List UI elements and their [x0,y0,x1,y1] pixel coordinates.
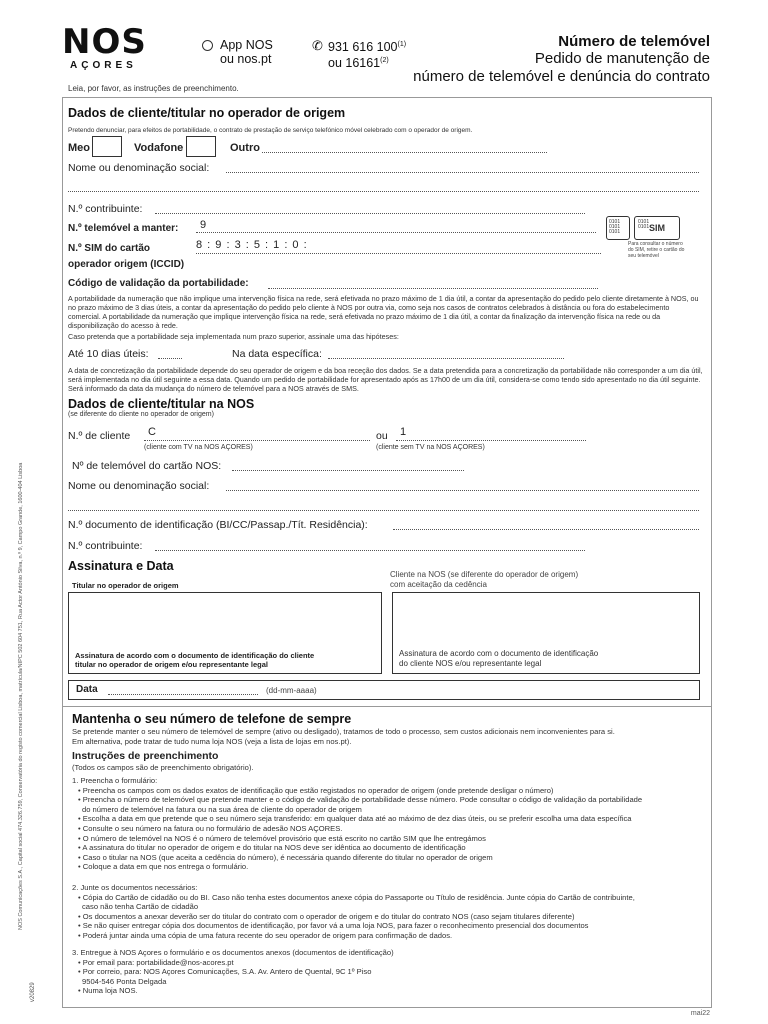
phone-number-2: ou 16161 [328,56,381,71]
step-1-item: do número de telemóvel na fatura ou na sua área de cliente do operador de origem [82,804,362,814]
phone-number-1: 931 616 100 [328,40,398,55]
step-3-title: 3. Entregue à NOS Açores o formulário e os documentos anexos (documentos de identificação) [72,948,394,957]
portability-text-1: A portabilidade da numeração que não implique uma intervenção física na rede, será efetivada no prazo máximo de 1 dia útil, a contar da apresentação do pedido pelo cliente diretamente à NOS, ou no prazo máximo de 3 dias úteis, a contar da apresentação do pedido pelo cliente à NOS por outra via, como seja nos casos de contratos celebrados à distância ou fora do estabelecimento comercial. A portabilidade da numeração que implique intervenção física na rede, será efetivada no prazo máximo de 1 dia útil, a contar da finalização da intervenção física na rede ou da disponibilização do acesso à rede. [68,294,699,330]
date-format-hint: (dd-mm-aaaa) [266,686,317,695]
phone-footnote-2: (2) [380,57,389,65]
sim-card-icon: 0101 0101 0101 [606,216,630,240]
signature-right-caption-1: Assinatura de acordo com o documento de identificação [399,649,599,658]
step-1-item: • Preencha o número de telemóvel que pretende manter e o código de validação de portabilidade desse número. Pode consultar o código de validação da portabilidade [78,795,643,805]
instructions-step-2 [72,883,702,941]
form-subtitle-2: número de telemóvel e denúncia do contrato [413,68,710,85]
phone-footnote-1: (1) [397,41,407,48]
date-label: Data [76,684,98,695]
signature-right-title-1: Cliente na NOS (se diferente do operador de origem) [390,570,579,579]
signature-left-caption-2: titular no operador de origem e/ou representante legal [75,660,268,669]
signature-right-caption-2: do cliente NOS e/ou representante legal [399,659,542,668]
nos-logo [62,22,147,71]
nos-name-field[interactable] [226,480,699,491]
sim-prefix: 8 : 9 : 3 : 5 : 1 : 0 : [196,239,308,251]
keep-number-line-2: Em alternativa, pode tratar de tudo numa loja NOS (veja a lista de lojas em nos.pt). [72,737,352,746]
signature-right-title-2: com aceitação da cedência [390,580,487,589]
client-prefix-c: C [148,426,156,438]
signature-heading: Assinatura e Data [68,559,174,573]
step-1-item: • O número de telemóvel na NOS é o número de telemóvel provisório que está escrito no cartão SIM que lhe entregámos [78,833,486,843]
instructions-subheading: (Todos os campos são de preenchimento obrigatório). [72,763,254,772]
portability-text-2: Caso pretenda que a portabilidade seja implementada num prazo superior, assinale uma das hipóteses: [68,332,399,341]
operator-outro-field[interactable] [262,142,547,153]
step-3-item: • Numa loja NOS. [78,986,138,996]
option-10days-label: Até 10 dias úteis: [68,348,149,360]
signature-left-caption [75,651,314,669]
form-subtitle-1: Pedido de manutenção de [534,50,710,67]
origin-name-field[interactable] [226,162,699,173]
sim-label: N.º SIM do cartão [68,243,150,254]
client-tv-note: (cliente com TV na NOS AÇORES) [144,444,253,451]
origin-nif-label: N.º contribuinte: [68,203,143,215]
origin-name-label: Nome ou denominação social: [68,162,210,174]
sim-iccid-field[interactable] [196,243,601,254]
step-1-item: • Caso o titular na NOS (que aceita a cedência do número), é necessária quando diferente do titular no operador de origem [78,852,493,862]
nos-client-subheading: (se diferente do cliente no operador de origem) [68,411,214,418]
date-field[interactable] [108,684,258,695]
portability-text-3: A data de concretização da portabilidade depende do seu operador de origem e da boa receção dos dados. Se a data pretendida para a concretização da portabilidade não corresponder a um dia útil, será implementada no dia útil seguinte a essa data. Quando um pedido de portabilidade for apresentado após as 17h00 de um dia útil, considera-se como tendo sido apresentado no dia útil seguinte. Será informado da data da mudança do número de telemóvel para a NOS através de SMS. [68,366,703,393]
nos-phone-field[interactable] [232,460,464,471]
signature-right-title [390,570,578,590]
sim-help-note: Para consultar o número do SIM, retire o cartão do seu telemóvel [628,241,685,259]
keep-number-prefix: 9 [200,219,207,231]
form-title: Número de telemóvel [558,33,710,50]
origin-nif-field[interactable] [155,203,585,214]
signature-box-nos[interactable] [392,592,700,674]
origin-name-field-2[interactable] [68,181,699,192]
nos-name-field-2[interactable] [68,500,699,511]
signature-right-caption [399,649,598,669]
logo-subtitle: AÇORES [70,60,137,71]
form-version: v20829 [30,982,36,1002]
instructions-step-3 [72,948,702,996]
step-1-item: • Escolha a data em que pretende que o seu número seja transferido: em qualquer data até ao máximo de dez dias úteis, ou se preferir escolha uma data específica [78,814,632,824]
option-10days-field[interactable] [158,348,182,359]
nos-client-heading: Dados de cliente/titular na NOS [68,397,255,411]
client-number-notv-field[interactable] [396,430,586,441]
client-number-tv-field[interactable] [144,430,370,441]
client-notv-note: (cliente sem TV na NOS AÇORES) [376,444,485,451]
step-2-title: 2. Junte os documentos necessários: [72,883,198,892]
date-code: mai22 [690,1010,710,1017]
signature-left-title: Titular no operador de origem [72,581,179,590]
form-title-block [370,33,710,86]
client-prefix-1: 1 [400,426,407,438]
step-1-item: • Coloque a data em que nos entrega o formulário. [78,862,249,872]
operator-vodafone-label: Vodafone [134,142,184,154]
keep-number-field[interactable] [196,222,596,233]
validation-code-label: Código de validação da portabilidade: [68,278,249,289]
instructions-step-1 [72,776,702,872]
step-3-item: • Por correio, para: NOS Açores Comunicações, S.A. Av. Antero de Quental, 9C 1º Piso [78,967,372,977]
origin-heading: Dados de cliente/titular no operador de origem [68,106,346,120]
signature-box-origin[interactable] [68,592,382,674]
keep-number-label: N.º telemóvel a manter: [68,223,179,234]
instructions-heading: Instruções de preenchimento [72,750,219,762]
iccid-label: operador origem (ICCID) [68,259,185,270]
nos-nif-label: N.º contribuinte: [68,540,143,552]
operator-vodafone-checkbox[interactable] [186,136,216,157]
client-number-label: N.º de cliente [68,430,131,442]
step-2-item: • Cópia do Cartão de cidadão ou do BI. Caso não tenha estes documentos anexe cópia do Passaporte ou Título de residência. Junte cópia do Cartão de contribuinte, [78,892,635,902]
app-line-1: App NOS [220,38,273,52]
keep-number-heading: Mantenha o seu número de telefone de sempre [72,712,352,726]
nos-id-field[interactable] [393,519,699,530]
operator-meo-checkbox[interactable] [92,136,122,157]
logo-text: NOS [62,22,147,62]
nos-nif-field[interactable] [155,540,585,551]
step-1-item: • A assinatura do titular no operador de origem e do titular na NOS deve ser idêntica ao documento de identificação [78,843,466,853]
step-2-item: caso não tenha Cartão de cidadão [82,902,199,912]
phone-icon: ✆ [312,38,323,53]
option-date-label: Na data específica: [232,348,322,360]
app-contact [202,38,273,66]
step-1-item: • Preencha os campos com os dados exatos de identificação que estão registados no operador de origem (onde pretende desligar o número) [78,785,554,795]
nos-phone-label: Nº de telemóvel do cartão NOS: [72,460,222,472]
option-date-field[interactable] [328,348,564,359]
step-2-item: • Poderá juntar ainda uma cópia de uma fatura recente do seu operador de origem para confirmação de dados. [78,930,453,940]
client-or-label: ou [376,430,388,442]
step-1-item: • Consulte o seu número na fatura ou no formulário de adesão NOS AÇORES. [78,823,343,833]
step-3-item: • Por email para: portabilidade@nos-acores.pt [78,957,234,967]
nos-name-label: Nome ou denominação social: [68,480,210,492]
origin-intro: Pretendo denunciar, para efeitos de portabilidade, o contrato de prestação de serviço telefónico móvel celebrado com o operador de origem. [68,127,473,134]
app-icon [202,40,213,51]
nos-id-label: N.º documento de identificação (BI/CC/Passap./Tít. Residência): [68,519,368,531]
signature-left-caption-1: Assinatura de acordo com o documento de identificação do cliente [75,651,315,660]
company-legal-text: NOS Comunicações S.A., Capital social 474.326.759, Conservatória do registo comercial Lisboa, matrícula/NIPC 502 604 751, Rua Actor António Silva, n.º 9, Campo Grande, 1600-404 Lisboa [18,462,24,930]
step-2-item: • Se não quiser entregar cópia dos documentos de identificação, por favor vá a uma loja NOS, para fazer o reconhecimento presencial dos documentos [78,921,589,931]
instruction-note: Leia, por favor, as instruções de preenchimento. [68,84,239,93]
operator-outro-label: Outro [230,142,260,154]
sim-card-label: SIM [649,223,666,233]
step-1-title: 1. Preencha o formulário: [72,776,158,785]
validation-code-field[interactable] [268,278,598,289]
step-2-item: • Os documentos a anexar deverão ser do titular do contrato com o operador de origem e do titular do contrato NOS (caso sejam titulares diferente) [78,911,575,921]
app-line-2: ou nos.pt [220,52,272,66]
step-3-item: 9504-546 Ponta Delgada [82,976,167,986]
sim-card-icon-back: 0101 0101 SIM [634,216,680,240]
operator-meo-label: Meo [68,142,90,154]
keep-number-line-1: Se pretende manter o seu número de telemóvel de sempre (ativo ou desligado), tratamos de todo o processo, sem custos adicionais nem inconvenientes para si. [72,727,615,736]
